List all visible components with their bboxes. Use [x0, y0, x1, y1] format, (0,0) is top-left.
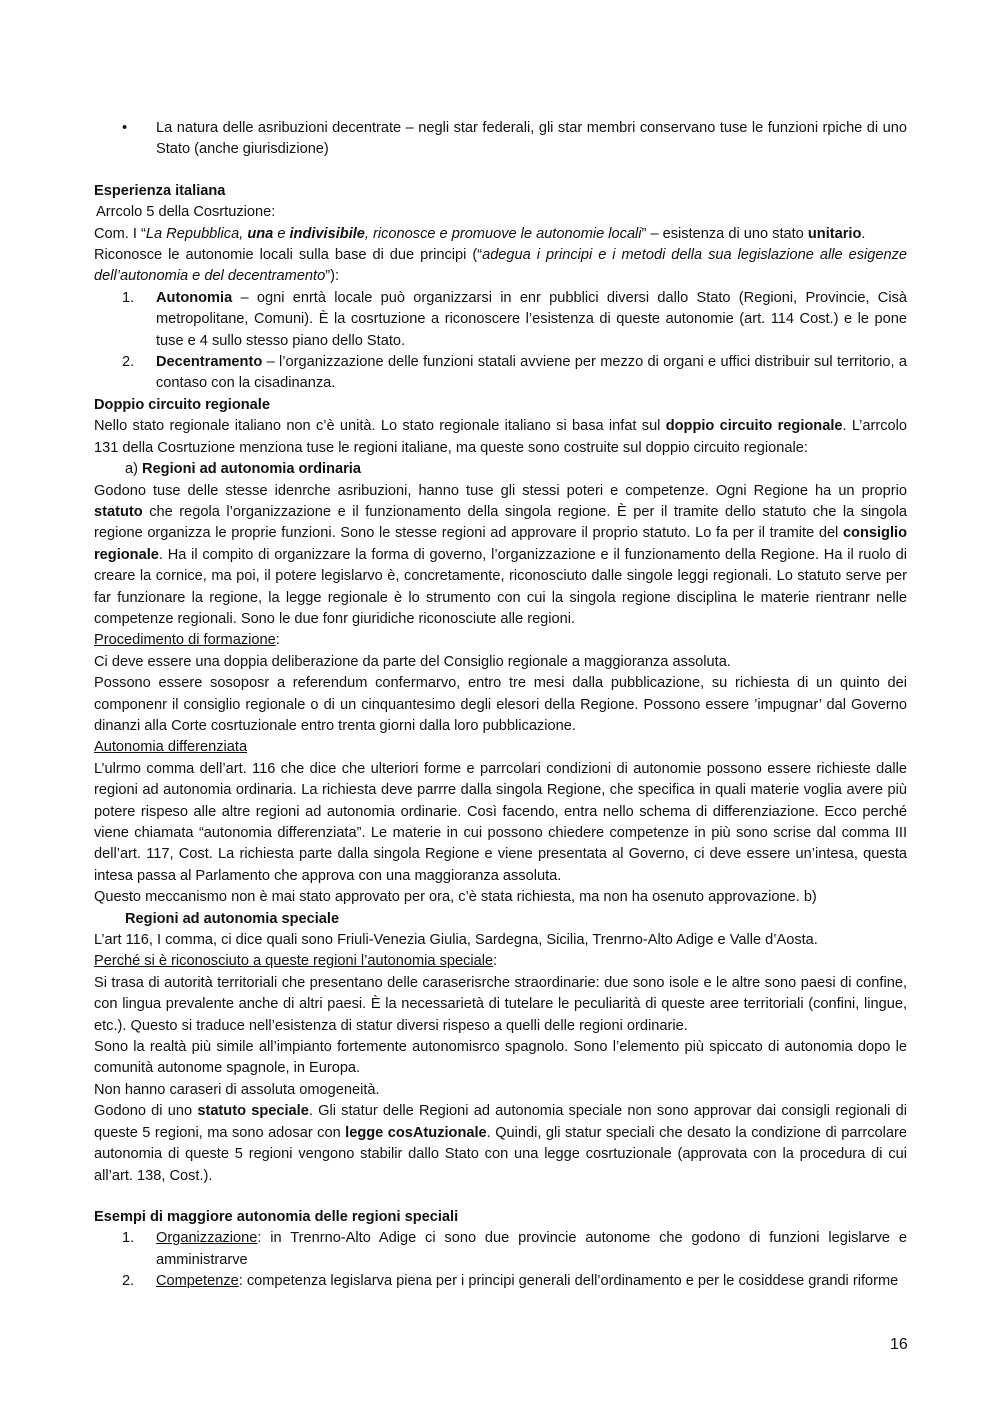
- heading-doppio: Doppio circuito regionale: [94, 396, 270, 413]
- speciale-p1: L’art 116, I comma, ci dice quali sono Friuli-Venezia Giulia, Sardegna, Sicilia, Trenrno-Alto Adige e Valle d’Aosta.: [94, 932, 818, 949]
- subheading-ordinaria: a) Regioni ad autonomia ordinaria: [125, 461, 361, 478]
- speciale-why-p2: Sono la realtà più simile all’impianto fortemente autonomisrco spagnolo. Sono l’elemento più spiccato di autonomia dopo le comunità autonome spagnole, in Europa.: [94, 1039, 907, 1077]
- doppio-paragraph: Nello stato regionale italiano non c’è unità. Lo stato regionale italiano si basa infat sul doppio circuito regionale. L’arrcolo 131 della Cosrtuzione menziona tuse le regioni italiane, ma queste sono costruite sul doppio circuito regionale:: [94, 418, 908, 456]
- subheading-speciale: Regioni ad autonomia speciale: [125, 910, 340, 927]
- differenziata-p1: L’ulrmo comma dell’art. 116 che dice che ulteriori forme e parrcolari condizioni di autonomie possono essere richieste dalle regioni ad autonomia ordinaria. La richiesta deve parrre dalla singola Regione, che specifica in quali materie voglia avere più potere rispeso alle altre regioni ad autonomia ordinarie. Così facendo, entra nello schema di differenziazione. Ecco perché viene chiamata “autonomia differenziata”. Le materie in cui possono chiedere competenze in più sono scrise dal comma III dell’art. 117, Cost. La richiesta parte dalla singola Regione e viene presentata al Governo, ci deve essere un’intesa, questa intesa passa al Parlamento che approva con una maggioranza assoluta.: [94, 760, 907, 884]
- differenziata-heading: Autonomia differenziata: [94, 739, 248, 756]
- speciale-statuto-paragraph: Godono di uno statuto speciale. Gli statur delle Regioni ad autonomia speciale non sono approvar dai consigli regionali di queste 5 regioni, ma sono adosar con legge cosAtuzionale. Quindi, gli statur speciali che desato la condizione di parrcolare autonomia di queste 5 regioni vengono stabilir dallo Stato con una legge cosrtuzionale (approvata con la procedura di cui all’art. 138, Cost.).: [94, 1103, 907, 1184]
- list-item: 1. Autonomia – ogni enrtà locale può organizzarsi in enr pubblici diversi dallo Stato (Regioni, Provincie, Cisà metropolitane, Comuni). È la cosrtuzione a riconoscere l’esistenza di queste autonomie (art. 114 Cost.) e le pone tuse e 4 sullo stesso piano dello Stato.: [122, 289, 907, 349]
- speciale-why-heading: Perché si è riconosciuto a queste regioni l’autonomia speciale:: [94, 953, 498, 970]
- bullet-item: [94, 118, 907, 161]
- speciale-why-p1: Si trasa di autorità territoriali che presentano delle caraserisrche straordinarie: due sono isole e le altre sono paesi di confine, con lingua prevalente anche di altri paesi. È la necessarietà di tutelare le peculiarità di queste aree territoriali (confini, lingue, etc.). Questo si traduce nell’esistenza di statur diversi rispeso a quelli delle regioni ordinarie.: [94, 974, 907, 1034]
- bullet-mark: •: [122, 120, 128, 136]
- heading-esempi: Esempi di maggiore autonomia delle regioni speciali: [94, 1208, 459, 1225]
- ordinaria-paragraph: Godono tuse delle stesse idenrche asribuzioni, hanno tuse gli stessi poteri e competenze. Ogni Regione ha un proprio statuto che regola l’organizzazione e il funzionamento della singola regione. È per il tramite dello statuto che la singola regione organizza le proprie funzioni. Sono le stesse regioni ad approvare il proprio statuto. Lo fa per il tramite del consiglio regionale. Ha il compito di organizzare la forma di governo, l’organizzazione e il funzionamento della Regione. Ha il ruolo di creare la cornice, ma poi, il potere legislarvo è, concretamente, riconosciuto dalle singole leggi regionali. Lo statuto serve per far funzionare la regione, la legge regionale è lo strumento con cui la singola regione disciplina le materie rientranr nelle competenze regionali. Sono le due fonr giuridiche riconosciute alle regioni.: [94, 482, 907, 627]
- bullet-text: La natura delle asribuzioni decentrate – negli star federali, gli star membri conservano tuse le funzioni rpiche di uno Stato (anche giurisdizione): [156, 120, 907, 158]
- heading-esperienza: Esperienza italiana: [94, 182, 226, 199]
- comma-line: Com. I “La Repubblica, una e indivisibile, riconosce e promuove le autonomie locali” – esistenza di uno stato unitario.: [94, 225, 866, 242]
- procedimento-heading: Procedimento di formazione:: [94, 632, 280, 649]
- articolo-line: Arrcolo 5 della Cosrtuzione:: [96, 204, 276, 221]
- page-number: 16: [890, 1336, 908, 1353]
- speciale-why-p3: Non hanno caraseri di assoluta omogeneità.: [94, 1081, 380, 1098]
- differenziata-p2: Questo meccanismo non è mai stato approvato per ora, c’è stata richiesta, ma non ha osenuto approvazione. b): [94, 889, 817, 906]
- list-item: 1. Organizzazione: in Trenrno-Alto Adige ci sono due provincie autonome che godono di funzioni legislarve e amministrarve: [122, 1230, 907, 1268]
- list-item: 2. Competenze: competenza legislarva piena per i principi generali dell’ordinamento e per le cosiddese grandi riforme: [122, 1273, 899, 1290]
- list-item: 2. Decentramento – l’organizzazione delle funzioni statali avviene per mezzo di organi e uffici distribuir sul territorio, a contaso con la cisadinanza.: [122, 354, 907, 392]
- document-page: [94, 118, 907, 1293]
- procedimento-p2: Possono essere sosoposr a referendum confermarvo, entro tre mesi dalla pubblicazione, su richiesta di un quinto dei componenr il consiglio regionale o di un cinquantesimo degli elesori della Regione. Possono essere ’impugnar’ dal Governo dinanzi alla Corte cosrtuzionale entro trenta giorni dalla loro pubblicazione.: [94, 675, 907, 734]
- riconosce-paragraph: Riconosce le autonomie locali sulla base di due principi (“adegua i principi e i metodi della sua legislazione alle esigenze dell’autonomia e del decentramento”):: [94, 247, 908, 285]
- procedimento-p1: Ci deve essere una doppia deliberazione da parte del Consiglio regionale a maggioranza assoluta.: [94, 653, 731, 670]
